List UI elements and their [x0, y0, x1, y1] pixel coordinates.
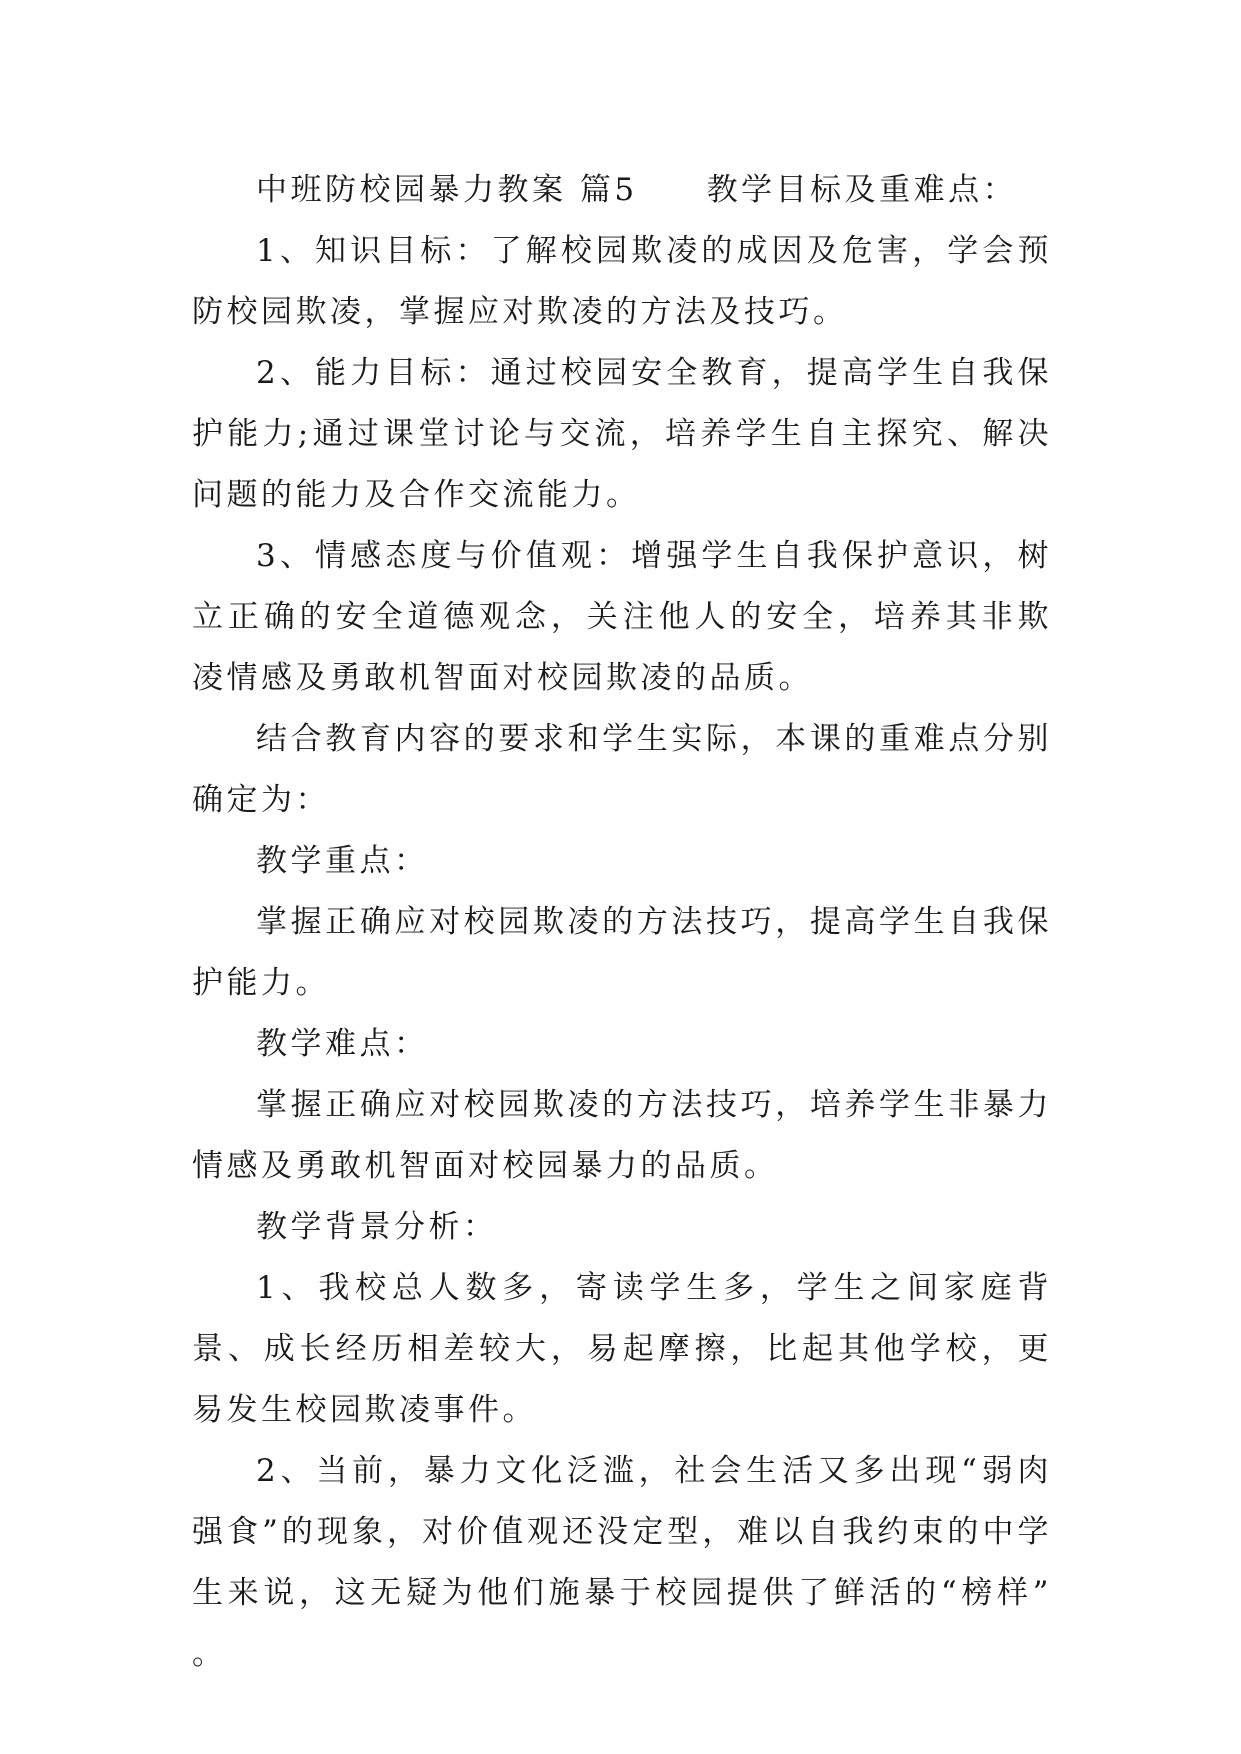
- paragraph-values-goal: 3、情感态度与价值观：增强学生自我保护意识，树立正确的安全道德观念，关注他人的安全，培养其非欺凌情感及勇敢机智面对校园欺凌的品质。: [192, 538, 1052, 696]
- paragraph-key-points-intro: 结合教育内容的要求和学生实际，本课的重难点分别确定为：: [192, 721, 1052, 818]
- label-teaching-difficulty: 教学难点：: [256, 1026, 429, 1062]
- paragraph-ability-goal: 2、能力目标：通过校园安全教育，提高学生自我保护能力;通过课堂讨论与交流，培养学生自主探究、解决问题的能力及合作交流能力。: [192, 355, 1052, 513]
- paragraph-teaching-difficulty: 掌握正确应对校园欺凌的方法技巧，培养学生非暴力情感及勇敢机智面对校园暴力的品质。: [192, 1087, 1052, 1184]
- paragraph-background-1: 1、我校总人数多，寄读学生多，学生之间家庭背景、成长经历相差较大，易起摩擦，比起其他学校，更易发生校园欺凌事件。: [192, 1270, 1052, 1428]
- paragraph-background-2: 2、当前，暴力文化泛滥，社会生活又多出现“弱肉强食”的现象，对价值观还没定型，难以自我约束的中学生来说，这无疑为他们施暴于校园提供了鲜活的“榜样” 。: [192, 1453, 1052, 1672]
- label-teaching-focus: 教学重点：: [256, 843, 429, 879]
- document-body: [192, 160, 1052, 1685]
- heading-line: 中班防校园暴力教案 篇5 教学目标及重难点：: [256, 172, 1018, 208]
- paragraph-teaching-focus: 掌握正确应对校园欺凌的方法技巧，提高学生自我保护能力。: [192, 904, 1052, 1001]
- label-background-analysis: 教学背景分析：: [256, 1209, 498, 1245]
- paragraph-knowledge-goal: 1、知识目标：了解校园欺凌的成因及危害，学会预防校园欺凌，掌握应对欺凌的方法及技巧。: [192, 233, 1052, 330]
